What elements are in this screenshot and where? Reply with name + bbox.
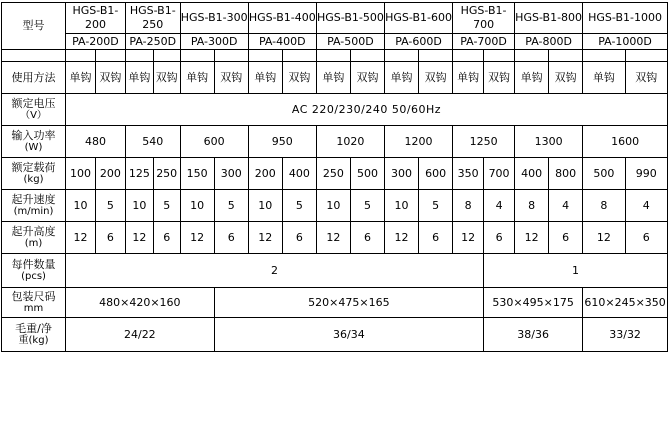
usage-cell: 双钩 (95, 62, 125, 94)
blank-cell (419, 50, 453, 62)
blank-cell (350, 50, 384, 62)
speed-cell: 10 (125, 190, 153, 222)
row-header-power-label: 输入功率 (11, 128, 56, 142)
power-cell: 1250 (453, 126, 515, 158)
model-alt-cell: PA-500D (316, 33, 384, 50)
speed-cell: 4 (625, 190, 668, 222)
speed-cell: 5 (282, 190, 316, 222)
usage-cell: 单钩 (384, 62, 418, 94)
table-row-package (2, 288, 668, 318)
package-cell: 480×420×160 (66, 288, 215, 318)
load-cell: 100 (66, 158, 96, 190)
load-cell: 400 (282, 158, 316, 190)
row-header-voltage-label: 额定电压 (11, 96, 56, 110)
row-header-package-unit: mm (23, 303, 44, 315)
blank-cell (180, 50, 214, 62)
usage-cell: 单钩 (515, 62, 549, 94)
row-header-voltage-unit: （V） (20, 110, 47, 122)
table-row-usage (2, 62, 668, 94)
height-cell: 6 (625, 222, 668, 254)
speed-cell: 10 (66, 190, 96, 222)
usage-cell: 双钩 (549, 62, 583, 94)
blank-cell (583, 50, 625, 62)
table-row-model-alt (2, 33, 668, 50)
row-header-model: 型号 (2, 3, 66, 50)
power-cell: 1600 (583, 126, 668, 158)
quantity-cell: 2 (66, 254, 484, 288)
power-cell: 600 (180, 126, 248, 158)
model-cell: HGS-B1-600 (384, 3, 452, 34)
usage-cell: 单钩 (583, 62, 625, 94)
height-cell: 6 (282, 222, 316, 254)
row-header-quantity (2, 254, 66, 288)
blank-cell (95, 50, 125, 62)
height-cell: 6 (484, 222, 515, 254)
usage-cell: 双钩 (350, 62, 384, 94)
blank-cell (484, 50, 515, 62)
weight-cell: 36/34 (214, 318, 483, 352)
row-header-weight-unit: 重(kg) (18, 335, 49, 347)
row-header-speed-label: 起升速度 (11, 192, 56, 206)
blank-cell (153, 50, 180, 62)
load-cell: 700 (484, 158, 515, 190)
speed-cell: 10 (384, 190, 418, 222)
blank-cell (453, 50, 484, 62)
power-cell: 1200 (384, 126, 452, 158)
power-cell: 1300 (515, 126, 583, 158)
usage-cell: 单钩 (66, 62, 96, 94)
row-header-height-label: 起升高度 (11, 224, 56, 238)
table-row-model (2, 3, 668, 34)
table-row-voltage (2, 94, 668, 126)
model-alt-cell: PA-1000D (583, 33, 668, 50)
model-cell: HGS-B1-200 (66, 3, 126, 34)
blank-cell (66, 50, 96, 62)
row-header-speed-unit: (m/min) (13, 206, 54, 218)
load-cell: 200 (248, 158, 282, 190)
speed-cell: 8 (515, 190, 549, 222)
load-cell: 250 (316, 158, 350, 190)
height-cell: 6 (214, 222, 248, 254)
speed-cell: 5 (350, 190, 384, 222)
speed-cell: 4 (549, 190, 583, 222)
height-cell: 12 (384, 222, 418, 254)
speed-cell: 5 (214, 190, 248, 222)
load-cell: 990 (625, 158, 668, 190)
load-cell: 200 (95, 158, 125, 190)
usage-cell: 双钩 (419, 62, 453, 94)
load-cell: 500 (583, 158, 625, 190)
model-cell: HGS-B1-400 (248, 3, 316, 34)
model-cell: HGS-B1-800 (515, 3, 583, 34)
row-header-load-label: 额定载荷 (11, 160, 56, 174)
usage-cell: 单钩 (125, 62, 153, 94)
table-row-power (2, 126, 668, 158)
row-header-usage: 使用方法 (2, 62, 66, 94)
height-cell: 12 (125, 222, 153, 254)
package-cell: 520×475×165 (214, 288, 483, 318)
speed-cell: 10 (180, 190, 214, 222)
load-cell: 250 (153, 158, 180, 190)
height-cell: 6 (419, 222, 453, 254)
height-cell: 12 (248, 222, 282, 254)
row-header-voltage (2, 94, 66, 126)
weight-cell: 38/36 (484, 318, 583, 352)
speed-cell: 10 (248, 190, 282, 222)
height-cell: 12 (515, 222, 549, 254)
weight-cell: 24/22 (66, 318, 215, 352)
speed-cell: 5 (419, 190, 453, 222)
blank-cell (384, 50, 418, 62)
model-cell: HGS-B1-500 (316, 3, 384, 34)
load-cell: 350 (453, 158, 484, 190)
usage-cell: 双钩 (282, 62, 316, 94)
model-cell: HGS-B1-700 (453, 3, 515, 34)
load-cell: 150 (180, 158, 214, 190)
blank-cell (2, 50, 66, 62)
row-header-quantity-unit: (pcs) (21, 271, 46, 283)
speed-cell: 10 (316, 190, 350, 222)
blank-cell (214, 50, 248, 62)
row-header-load (2, 158, 66, 190)
specification-table (1, 2, 668, 352)
usage-cell: 单钩 (180, 62, 214, 94)
row-header-height-unit: (m) (24, 238, 43, 250)
speed-cell: 5 (95, 190, 125, 222)
table-row-load (2, 158, 668, 190)
model-alt-cell: PA-400D (248, 33, 316, 50)
speed-cell: 4 (484, 190, 515, 222)
speed-cell: 8 (583, 190, 625, 222)
row-header-quantity-label: 每件数量 (11, 257, 56, 271)
power-cell: 1020 (316, 126, 384, 158)
quantity-cell: 1 (484, 254, 668, 288)
load-cell: 500 (350, 158, 384, 190)
usage-cell: 双钩 (625, 62, 668, 94)
model-cell: HGS-B1-300 (180, 3, 248, 34)
usage-cell: 单钩 (248, 62, 282, 94)
load-cell: 300 (214, 158, 248, 190)
usage-cell: 单钩 (453, 62, 484, 94)
power-cell: 950 (248, 126, 316, 158)
usage-cell: 双钩 (484, 62, 515, 94)
power-cell: 540 (125, 126, 180, 158)
usage-cell: 双钩 (153, 62, 180, 94)
model-alt-cell: PA-200D (66, 33, 126, 50)
model-alt-cell: PA-700D (453, 33, 515, 50)
speed-cell: 5 (153, 190, 180, 222)
model-cell: HGS-B1-1000 (583, 3, 668, 34)
blank-cell (625, 50, 668, 62)
table-row-quantity (2, 254, 668, 288)
table-row-weight (2, 318, 668, 352)
weight-cell: 33/32 (583, 318, 668, 352)
height-cell: 6 (549, 222, 583, 254)
table-row-height (2, 222, 668, 254)
model-alt-cell: PA-250D (125, 33, 180, 50)
height-cell: 12 (316, 222, 350, 254)
blank-cell (125, 50, 153, 62)
blank-cell (549, 50, 583, 62)
row-header-height (2, 222, 66, 254)
usage-cell: 单钩 (316, 62, 350, 94)
model-cell: HGS-B1-250 (125, 3, 180, 34)
height-cell: 12 (66, 222, 96, 254)
height-cell: 6 (350, 222, 384, 254)
voltage-value: AC 220/230/240 50/60Hz (66, 94, 668, 126)
table-row-blank (2, 50, 668, 62)
table-row-speed (2, 190, 668, 222)
model-alt-cell: PA-300D (180, 33, 248, 50)
row-header-power-unit: (W) (24, 142, 43, 154)
height-cell: 12 (453, 222, 484, 254)
height-cell: 6 (95, 222, 125, 254)
load-cell: 300 (384, 158, 418, 190)
load-cell: 800 (549, 158, 583, 190)
model-alt-cell: PA-600D (384, 33, 452, 50)
load-cell: 125 (125, 158, 153, 190)
row-header-package-label: 包装尺码 (11, 289, 56, 303)
height-cell: 12 (180, 222, 214, 254)
row-header-package (2, 288, 66, 318)
load-cell: 400 (515, 158, 549, 190)
row-header-load-unit: (kg) (23, 174, 44, 186)
blank-cell (515, 50, 549, 62)
model-alt-cell: PA-800D (515, 33, 583, 50)
power-cell: 480 (66, 126, 126, 158)
load-cell: 600 (419, 158, 453, 190)
package-cell: 610×245×350 (583, 288, 668, 318)
package-cell: 530×495×175 (484, 288, 583, 318)
speed-cell: 8 (453, 190, 484, 222)
row-header-speed (2, 190, 66, 222)
usage-cell: 双钩 (214, 62, 248, 94)
row-header-weight (2, 318, 66, 352)
blank-cell (316, 50, 350, 62)
row-header-weight-label: 毛重/净 (15, 321, 52, 335)
blank-cell (282, 50, 316, 62)
height-cell: 6 (153, 222, 180, 254)
row-header-power (2, 126, 66, 158)
blank-cell (248, 50, 282, 62)
height-cell: 12 (583, 222, 625, 254)
